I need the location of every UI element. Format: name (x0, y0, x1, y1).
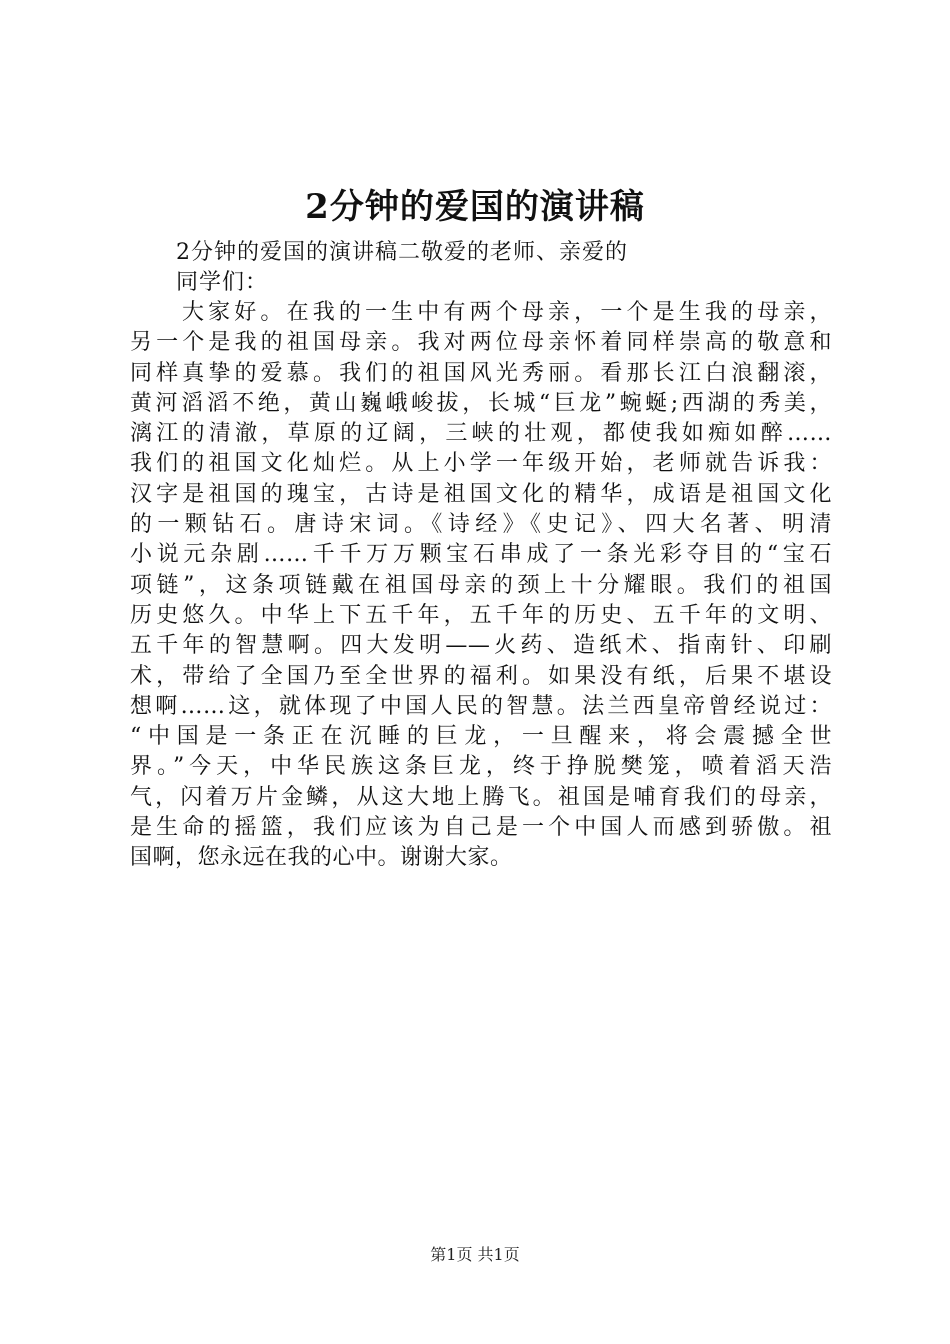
body-line: “中国是一条正在沉睡的巨龙，一旦醒来，将会震撼全世 (130, 724, 832, 750)
subhead (176, 238, 736, 298)
body-line: 小说元杂剧……千千万万颗宝石串成了一条光彩夺目的“宝石 (130, 542, 832, 568)
body-line: 黄河滔滔不绝，黄山巍峨峻拔，长城“巨龙”蜿蜒;西湖的秀美， (130, 390, 832, 416)
body-line: 是生命的摇篮，我们应该为自己是一个中国人而感到骄傲。祖 (130, 815, 832, 841)
body-line: 漓江的清澈，草原的辽阔，三峡的壮观，都使我如痴如醉…… (130, 421, 832, 447)
body-line: 大家好。在我的一生中有两个母亲，一个是生我的母亲， (182, 300, 832, 325)
page-footer: 第1页 共1页 (430, 1245, 520, 1264)
body-line: 项链”，这条项链戴在祖国母亲的颈上十分耀眼。我们的祖国 (130, 572, 832, 598)
body-line: 另一个是我的祖国母亲。我对两位母亲怀着同样崇高的敬意和 (130, 330, 832, 356)
body-line: 我们的祖国文化灿烂。从上小学一年级开始，老师就告诉我： (130, 451, 832, 477)
body-line: 同样真挚的爱慕。我们的祖国风光秀丽。看那长江白浪翻滚， (130, 360, 832, 386)
body-line: 国啊，您永远在我的心中。谢谢大家。 (130, 845, 513, 871)
subhead-line: 同学们： (176, 270, 269, 295)
body-line: 的一颗钻石。唐诗宋词。《诗经》《史记》、四大名著、明清 (130, 512, 832, 538)
body-line: 五千年的智慧啊。四大发明——火药、造纸术、指南针、印刷 (130, 633, 832, 659)
body-paragraph (130, 298, 832, 874)
body-line: 界。”今天，中华民族这条巨龙，终于挣脱樊笼，喷着滔天浩 (130, 754, 832, 780)
subhead-line: 2分钟的爱国的演讲稿二敬爱的老师、亲爱的 (176, 240, 628, 265)
body-line: 想啊……这，就体现了中国人民的智慧。法兰西皇帝曾经说过： (130, 693, 832, 719)
document-title: 2分钟的爱国的演讲稿 (305, 187, 645, 227)
body-line: 汉字是祖国的瑰宝，古诗是祖国文化的精华，成语是祖国文化 (130, 481, 832, 507)
body-line: 术，带给了全国乃至全世界的福利。如果没有纸，后果不堪设 (130, 663, 832, 689)
body-line: 历史悠久。中华上下五千年，五千年的历史、五千年的文明、 (130, 602, 832, 628)
body-line: 气，闪着万片金鳞，从这大地上腾飞。祖国是哺育我们的母亲， (130, 784, 832, 810)
